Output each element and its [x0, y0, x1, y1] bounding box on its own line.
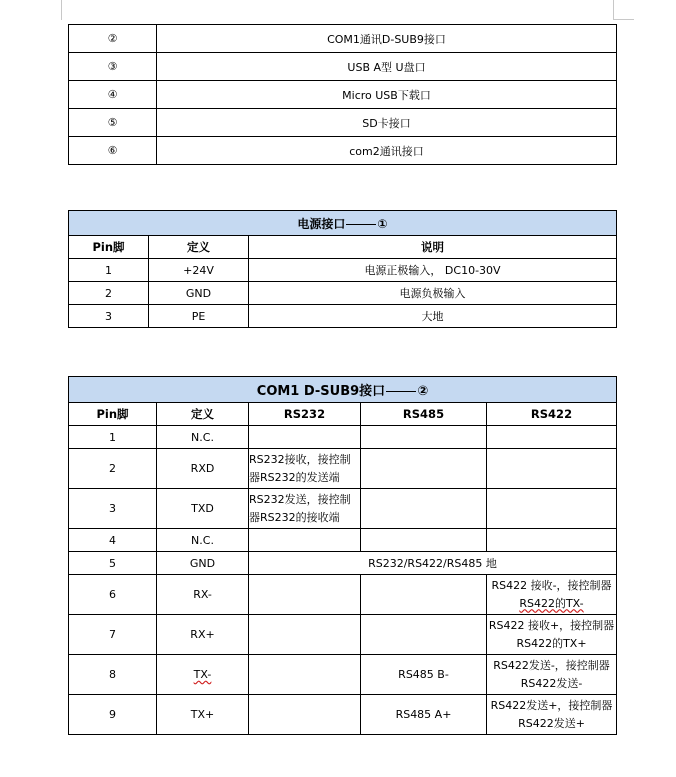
- port-number: ②: [69, 25, 157, 53]
- rs422-line-2: RS422发送-: [520, 676, 583, 690]
- rs485-cell: RS485 B-: [361, 655, 487, 695]
- port-description: COM1通讯D-SUB9接口: [157, 25, 617, 53]
- column-header-rs422: RS422: [487, 403, 617, 426]
- com1-title-number: ②: [417, 384, 429, 399]
- column-header-pin: Pin脚: [69, 403, 157, 426]
- table-row: [69, 575, 617, 615]
- rs485-cell: [361, 529, 487, 552]
- rs422-cell: [487, 489, 617, 529]
- description-cell: 大地: [249, 305, 617, 328]
- pin-cell: 4: [69, 529, 157, 552]
- page-corner-mark-right: [613, 0, 614, 20]
- merged-ground-cell: RS232/RS422/RS485 地: [249, 552, 617, 575]
- table-row: [69, 282, 617, 305]
- definition-cell: RX-: [157, 575, 249, 615]
- rs422-line-2: RS422的TX+: [516, 636, 587, 650]
- rs422-cell: [487, 615, 617, 655]
- pin-cell: 3: [69, 305, 149, 328]
- description-cell: 电源负极输入: [249, 282, 617, 305]
- definition-cell: N.C.: [157, 529, 249, 552]
- rs485-cell: [361, 615, 487, 655]
- com1-table-title: [69, 377, 617, 403]
- definition-cell: RXD: [157, 449, 249, 489]
- table-title-row: [69, 211, 617, 236]
- rs422-line-1: RS422发送-，接控制器: [493, 658, 610, 672]
- rs422-cell: [487, 575, 617, 615]
- column-header-rs232: RS232: [249, 403, 361, 426]
- table-row: [69, 489, 617, 529]
- port-list-table: [68, 24, 617, 165]
- definition-cell: PE: [149, 305, 249, 328]
- power-title-text: 电源接口: [297, 216, 346, 231]
- com1-dsub9-table: [68, 376, 617, 735]
- definition-cell: [157, 655, 249, 695]
- rs232-cell: [249, 426, 361, 449]
- rs422-cell: [487, 529, 617, 552]
- port-description: SD卡接口: [157, 109, 617, 137]
- port-number: ④: [69, 81, 157, 109]
- rs232-cell: [249, 695, 361, 735]
- table-row: [69, 53, 617, 81]
- table-row: [69, 109, 617, 137]
- pin-cell: 1: [69, 426, 157, 449]
- table-row: [69, 25, 617, 53]
- page-corner-mark-left: [61, 0, 62, 20]
- rs232-cell: [249, 615, 361, 655]
- pin-cell: 6: [69, 575, 157, 615]
- definition-cell: TX+: [157, 695, 249, 735]
- rs232-cell: RS232发送，接控制器RS232的接收端: [249, 489, 361, 529]
- table-row: [69, 137, 617, 165]
- definition-cell: GND: [149, 282, 249, 305]
- table-header-row: [69, 403, 617, 426]
- rs422-line-2: RS422的TX-: [519, 596, 584, 610]
- column-header-pin: Pin脚: [69, 236, 149, 259]
- rs232-cell: [249, 655, 361, 695]
- table-row: [69, 305, 617, 328]
- definition-cell: GND: [157, 552, 249, 575]
- table-row: [69, 449, 617, 489]
- rs232-cell: [249, 529, 361, 552]
- definition-cell: RX+: [157, 615, 249, 655]
- table-row: [69, 259, 617, 282]
- port-description: USB A型 U盘口: [157, 53, 617, 81]
- rs422-cell: [487, 655, 617, 695]
- port-number: ⑥: [69, 137, 157, 165]
- definition-text: TX-: [193, 668, 212, 681]
- description-cell: 电源正极输入， DC10-30V: [249, 259, 617, 282]
- callout-line: [386, 391, 416, 392]
- power-table-title: [69, 211, 617, 236]
- port-number: ⑤: [69, 109, 157, 137]
- pin-cell: 1: [69, 259, 149, 282]
- rs422-cell: [487, 695, 617, 735]
- power-interface-table: [68, 210, 617, 328]
- pin-cell: 8: [69, 655, 157, 695]
- rs232-cell: RS232接收，接控制器RS232的发送端: [249, 449, 361, 489]
- definition-cell: TXD: [157, 489, 249, 529]
- table-row: [69, 426, 617, 449]
- callout-line: [346, 224, 376, 225]
- definition-cell: N.C.: [157, 426, 249, 449]
- column-header-rs485: RS485: [361, 403, 487, 426]
- table-row: [69, 695, 617, 735]
- rs422-cell: [487, 449, 617, 489]
- column-header-description: 说明: [249, 236, 617, 259]
- rs422-line-1: RS422 接收-，接控制器: [491, 578, 612, 592]
- rs485-cell: [361, 489, 487, 529]
- rs422-line-1: RS422发送+，接控制器: [490, 698, 613, 712]
- column-header-definition: 定义: [149, 236, 249, 259]
- com1-title-text: COM1 D-SUB9接口: [256, 384, 386, 399]
- pin-cell: 3: [69, 489, 157, 529]
- power-title-number: ①: [377, 216, 388, 231]
- rs232-cell: [249, 575, 361, 615]
- pin-cell: 9: [69, 695, 157, 735]
- column-header-definition: 定义: [157, 403, 249, 426]
- table-row: [69, 529, 617, 552]
- pin-cell: 5: [69, 552, 157, 575]
- rs422-line-1: RS422 接收+，接控制器: [488, 618, 615, 632]
- pin-cell: 2: [69, 282, 149, 305]
- rs485-cell: RS485 A+: [361, 695, 487, 735]
- rs422-cell: [487, 426, 617, 449]
- pin-cell: 7: [69, 615, 157, 655]
- page-corner-mark-right-h: [614, 19, 634, 20]
- table-title-row: [69, 377, 617, 403]
- table-row: [69, 615, 617, 655]
- table-row: [69, 655, 617, 695]
- pin-cell: 2: [69, 449, 157, 489]
- rs485-cell: [361, 449, 487, 489]
- port-number: ③: [69, 53, 157, 81]
- table-header-row: [69, 236, 617, 259]
- port-description: Micro USB下载口: [157, 81, 617, 109]
- table-row: [69, 552, 617, 575]
- rs422-line-2: RS422发送+: [518, 716, 585, 730]
- table-row: [69, 81, 617, 109]
- definition-cell: +24V: [149, 259, 249, 282]
- rs485-cell: [361, 426, 487, 449]
- rs485-cell: [361, 575, 487, 615]
- port-description: com2通讯接口: [157, 137, 617, 165]
